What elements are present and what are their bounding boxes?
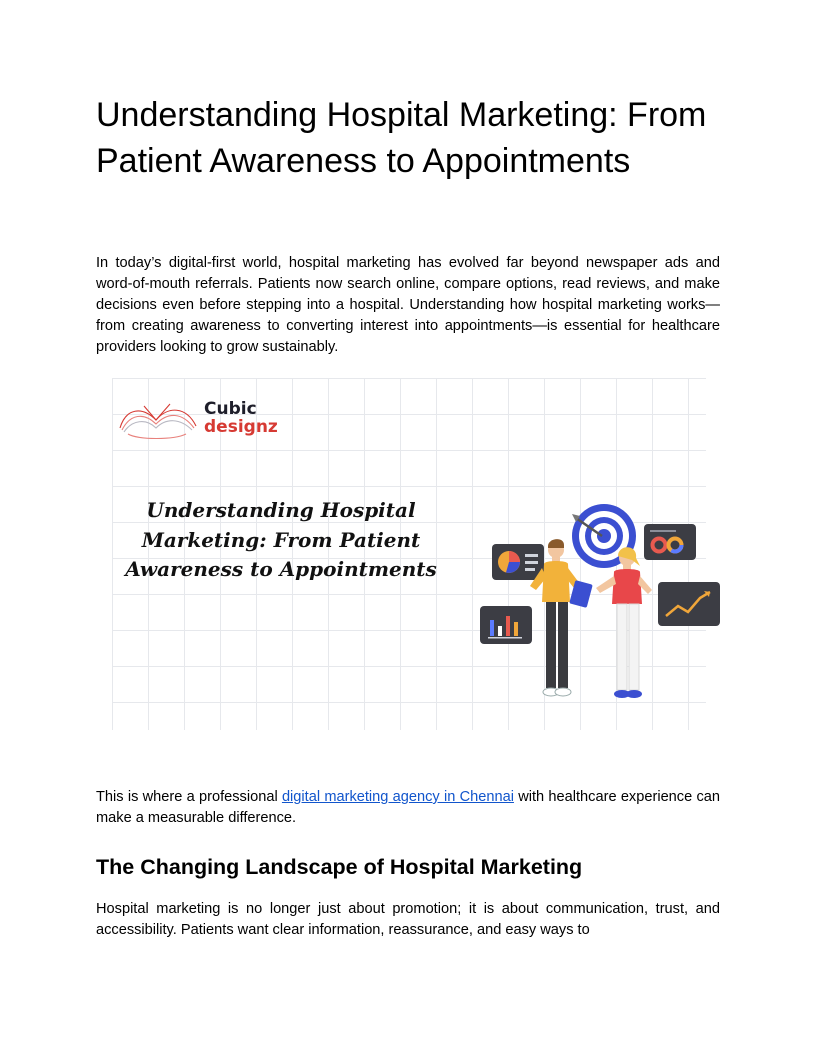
- trend-chart-icon: [658, 582, 720, 626]
- logo-line-1: Cubic: [204, 399, 257, 419]
- agency-link[interactable]: digital marketing agency in Chennai: [281, 789, 514, 805]
- pie-chart-icon: [492, 544, 544, 580]
- marketing-illustration: [476, 498, 720, 738]
- agency-text-after: with healthcare experience can make a measurable difference.: [96, 789, 720, 826]
- agency-text-before: This is where a professional: [96, 789, 282, 805]
- bar-chart-icon: [480, 606, 532, 644]
- cubic-designz-logo-icon: [116, 398, 200, 444]
- banner-title: Understanding Hospital Marketing: From Patient Awareness to Appointments: [125, 498, 437, 581]
- woman-figure: [596, 547, 652, 698]
- logo-line-2: designz: [204, 417, 278, 437]
- section-paragraph: Hospital marketing is no longer just about promotion; it is about communication, trust, and accessibility. Patients want clear information, reassurance, and easy ways to: [96, 901, 720, 938]
- intro-paragraph: In today’s digital-first world, hospital marketing has evolved far beyond newspaper ads and word-of-mouth referrals. Patients now search online, compare options, read reviews, and make decisions even before stepping into a hospital. Understanding how hospital marketing works—from creating awareness to converting interest into appointments—is essential for healthcare providers looking to grow sustainably.: [96, 255, 720, 355]
- banner-image: [96, 370, 720, 742]
- page-title: Understanding Hospital Marketing: From Patient Awareness to Appointments: [96, 96, 707, 180]
- donut-chart-icon: [644, 524, 696, 560]
- brand-logo: [116, 398, 278, 444]
- agency-paragraph: [96, 787, 720, 829]
- section-heading: The Changing Landscape of Hospital Marketing: [96, 855, 583, 879]
